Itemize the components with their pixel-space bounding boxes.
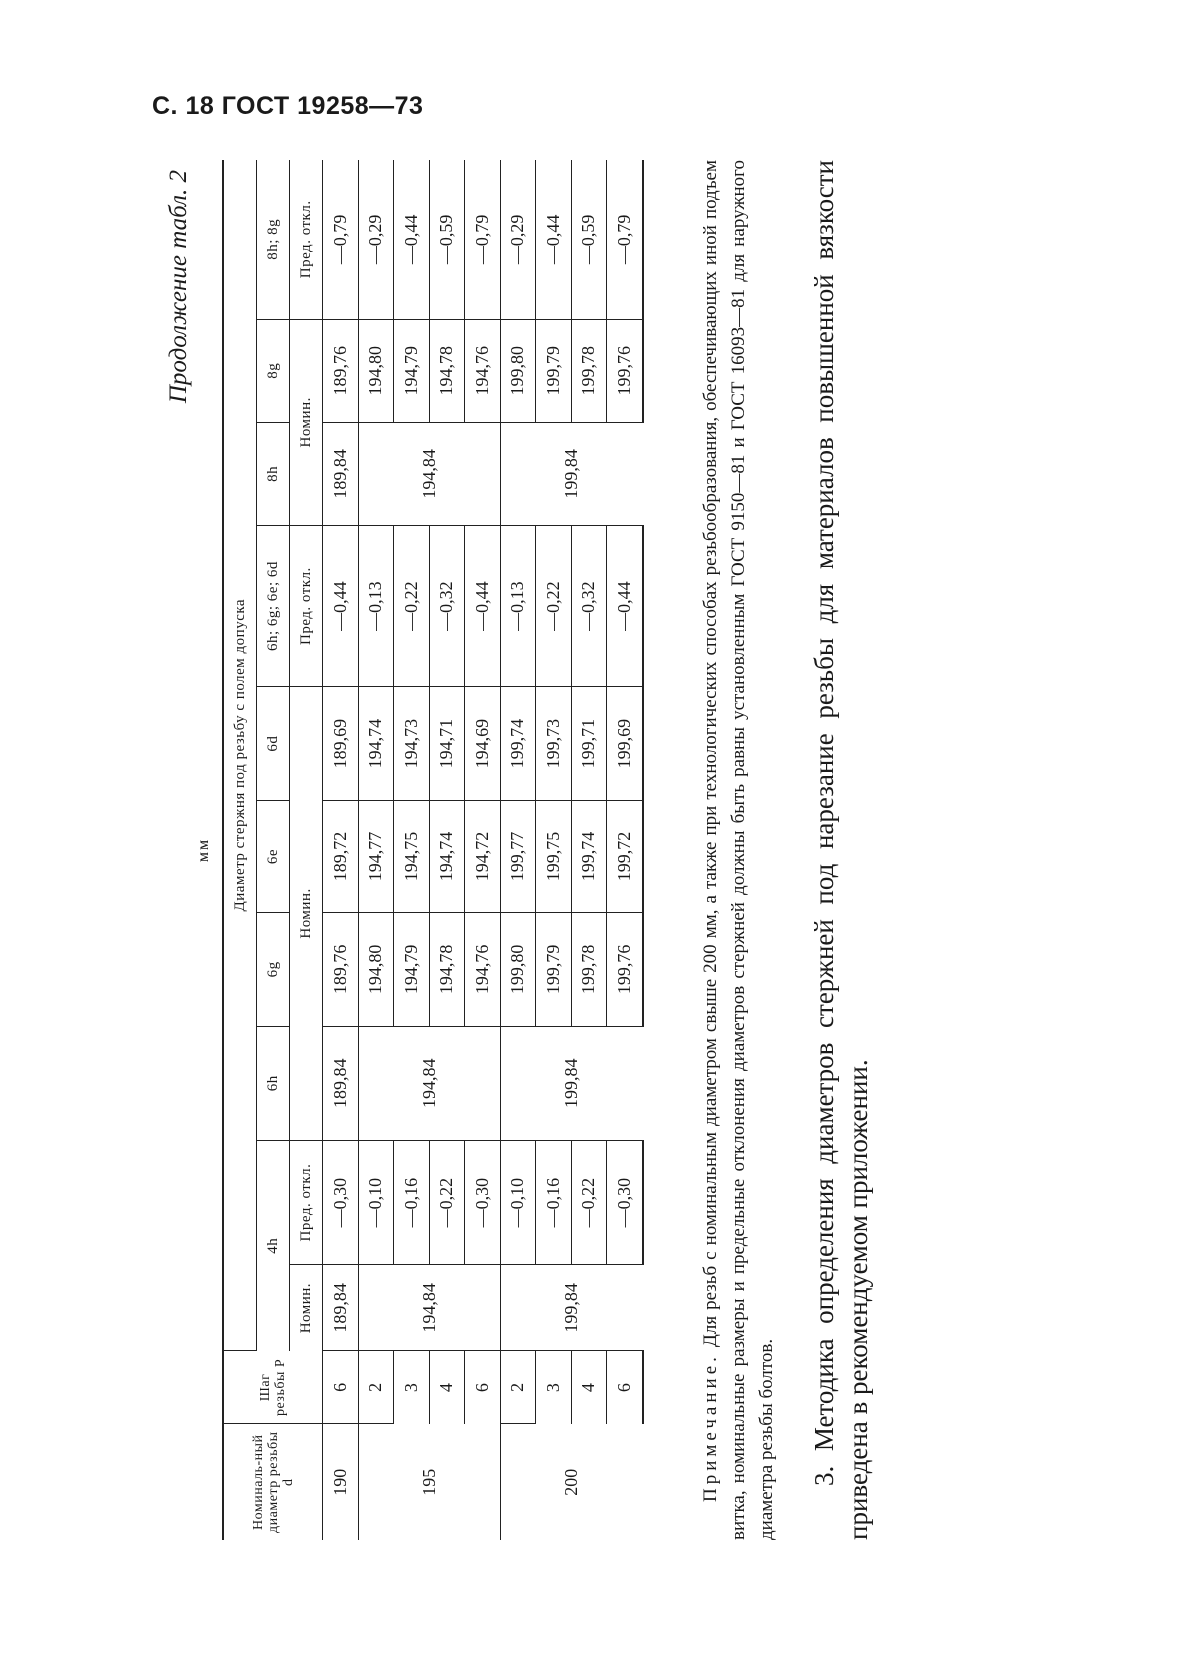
cell-dev-6: —0,32 bbox=[429, 525, 465, 686]
cell-6d: 194,69 bbox=[465, 687, 501, 801]
note-text: Для резьб с номинальным диаметром свыше 200 мм, а также при технологических способах резьбообразования, обеспечивающих иной подъем витка, номинальные размеры и предельные отклонения диаметров стержней должны быть равны установленным ГОСТ 9150—81 и ГОСТ 16093—81 для наружного диаметра резьбы болтов. bbox=[700, 159, 777, 1540]
header-nom-6: Номин. bbox=[290, 687, 323, 1141]
cell-6d: 194,71 bbox=[429, 687, 465, 801]
cell-nom-8h: 189,84 bbox=[323, 422, 359, 525]
cell-dev-4h: —0,22 bbox=[429, 1140, 465, 1265]
cell-pitch: 3 bbox=[394, 1351, 430, 1424]
header-6d: 6d bbox=[257, 687, 290, 801]
header-group: Диаметр стержня под резьбу с полем допуска bbox=[223, 160, 257, 1351]
cell-8g: 199,79 bbox=[536, 319, 572, 422]
cell-6d: 194,73 bbox=[394, 687, 430, 801]
cell-pitch: 6 bbox=[607, 1351, 643, 1424]
cell-6d: 199,73 bbox=[536, 687, 572, 801]
page-header: С. 18 ГОСТ 19258—73 bbox=[152, 92, 424, 120]
header-dev-6: Пред. откл. bbox=[290, 525, 323, 686]
cell-dev-4h: —0,30 bbox=[607, 1140, 643, 1265]
cell-6e: 194,74 bbox=[429, 801, 465, 913]
cell-pitch: 3 bbox=[536, 1351, 572, 1424]
cell-6g: 199,76 bbox=[607, 912, 643, 1026]
cell-dev-4h: —0,10 bbox=[358, 1140, 394, 1265]
rotated-content bbox=[140, 160, 875, 1540]
cell-dev-8: —0,29 bbox=[500, 160, 536, 319]
cell-8g: 194,80 bbox=[358, 319, 394, 422]
cell-pitch: 4 bbox=[429, 1351, 465, 1424]
cell-6g: 199,79 bbox=[536, 912, 572, 1026]
cell-nom-4h: 199,84 bbox=[500, 1265, 643, 1351]
cell-dev-8: —0,79 bbox=[465, 160, 501, 319]
section-3-text: 3. Методика определения диаметров стержней под нарезание резьбы для материалов повышенной вязкости приведена в рекомендуемом приложении. bbox=[809, 160, 873, 1540]
cell-8g: 199,76 bbox=[607, 319, 643, 422]
cell-dev-6: —0,13 bbox=[500, 525, 536, 686]
cell-6e: 194,72 bbox=[465, 801, 501, 913]
cell-dev-6: —0,44 bbox=[323, 525, 359, 686]
cell-dev-6: —0,13 bbox=[358, 525, 394, 686]
cell-dev-8: —0,79 bbox=[323, 160, 359, 319]
cell-dev-8: —0,29 bbox=[358, 160, 394, 319]
cell-dev-6: —0,44 bbox=[465, 525, 501, 686]
cell-pitch: 2 bbox=[500, 1351, 536, 1424]
cell-dev-4h: —0,22 bbox=[571, 1140, 607, 1265]
cell-nom-6h: 194,84 bbox=[358, 1026, 500, 1140]
cell-6g: 199,80 bbox=[500, 912, 536, 1026]
cell-dev-8: —0,59 bbox=[571, 160, 607, 319]
header-nom-4h: Номин. bbox=[290, 1265, 323, 1351]
header-nominal-diameter: Номиналь-ный диаметр резьбы d bbox=[223, 1424, 323, 1540]
cell-8g: 189,76 bbox=[323, 319, 359, 422]
cell-d: 195 bbox=[358, 1424, 500, 1540]
cell-6e: 194,77 bbox=[358, 801, 394, 913]
cell-nom-6h: 189,84 bbox=[323, 1026, 359, 1140]
header-nom-8: Номин. bbox=[290, 319, 323, 525]
cell-pitch: 4 bbox=[571, 1351, 607, 1424]
header-6g: 6g bbox=[257, 912, 290, 1026]
units-label: мм bbox=[195, 837, 212, 863]
header-8-group: 8h; 8g bbox=[257, 160, 290, 319]
cell-6d: 199,69 bbox=[607, 687, 643, 801]
header-8g: 8g bbox=[257, 319, 290, 422]
cell-6g: 194,76 bbox=[465, 912, 501, 1026]
header-pitch: Шаг резьбы P bbox=[223, 1351, 323, 1424]
cell-nom-4h: 189,84 bbox=[323, 1265, 359, 1351]
cell-dev-6: —0,22 bbox=[536, 525, 572, 686]
header-6h: 6h bbox=[257, 1026, 290, 1140]
header-6-group: 6h; 6g; 6e; 6d bbox=[257, 525, 290, 686]
cell-6e: 199,77 bbox=[500, 801, 536, 913]
cell-6d: 199,74 bbox=[500, 687, 536, 801]
cell-nom-8h: 194,84 bbox=[358, 422, 500, 525]
cell-6g: 194,79 bbox=[394, 912, 430, 1026]
cell-dev-4h: —0,16 bbox=[536, 1140, 572, 1265]
cell-dev-8: —0,79 bbox=[607, 160, 643, 319]
cell-6d: 199,71 bbox=[571, 687, 607, 801]
header-4h: 4h bbox=[257, 1140, 290, 1351]
cell-6d: 194,74 bbox=[358, 687, 394, 801]
cell-6e: 189,72 bbox=[323, 801, 359, 913]
cell-nom-4h: 194,84 bbox=[358, 1265, 500, 1351]
cell-6g: 194,78 bbox=[429, 912, 465, 1026]
header-dev-8: Пред. откл. bbox=[290, 160, 323, 319]
cell-dev-4h: —0,30 bbox=[323, 1140, 359, 1265]
table-row bbox=[323, 160, 359, 1540]
cell-dev-8: —0,44 bbox=[394, 160, 430, 319]
table-caption: Продолжение табл. 2 bbox=[165, 170, 192, 404]
cell-dev-6: —0,44 bbox=[607, 525, 643, 686]
cell-pitch: 6 bbox=[323, 1351, 359, 1424]
cell-8g: 194,79 bbox=[394, 319, 430, 422]
cell-dev-4h: —0,10 bbox=[500, 1140, 536, 1265]
header-8h: 8h bbox=[257, 422, 290, 525]
cell-d: 200 bbox=[561, 1468, 581, 1496]
table-row bbox=[500, 160, 536, 1540]
cell-pitch: 6 bbox=[465, 1351, 501, 1424]
cell-nom-8h: 199,84 bbox=[500, 422, 643, 525]
cell-6g: 189,76 bbox=[323, 912, 359, 1026]
header-6e: 6e bbox=[257, 801, 290, 913]
header-dev-4h: Пред. откл. bbox=[290, 1140, 323, 1265]
cell-dev-4h: —0,16 bbox=[394, 1140, 430, 1265]
cell-6e: 199,72 bbox=[607, 801, 643, 913]
cell-nom-6h: 199,84 bbox=[500, 1026, 643, 1140]
cell-pitch: 2 bbox=[358, 1351, 394, 1424]
cell-dev-4h: —0,30 bbox=[465, 1140, 501, 1265]
cell-dev-6: —0,22 bbox=[394, 525, 430, 686]
cell-6d: 189,69 bbox=[323, 687, 359, 801]
section-3 bbox=[807, 160, 875, 1540]
cell-6e: 199,75 bbox=[536, 801, 572, 913]
cell-8g: 194,78 bbox=[429, 319, 465, 422]
note-label: Примечание. bbox=[700, 1353, 721, 1502]
cell-6e: 194,75 bbox=[394, 801, 430, 913]
table-row bbox=[358, 160, 394, 1540]
cell-8g: 194,76 bbox=[465, 319, 501, 422]
cell-dev-6: —0,32 bbox=[571, 525, 607, 686]
cell-d: 190 bbox=[323, 1424, 359, 1540]
cell-dev-8: —0,59 bbox=[429, 160, 465, 319]
cell-6e: 199,74 bbox=[571, 801, 607, 913]
thread-table bbox=[222, 160, 644, 1540]
table-note bbox=[697, 160, 781, 1540]
cell-6g: 194,80 bbox=[358, 912, 394, 1026]
cell-dev-8: —0,44 bbox=[536, 160, 572, 319]
cell-6g: 199,78 bbox=[571, 912, 607, 1026]
cell-8g: 199,80 bbox=[500, 319, 536, 422]
cell-8g: 199,78 bbox=[571, 319, 607, 422]
